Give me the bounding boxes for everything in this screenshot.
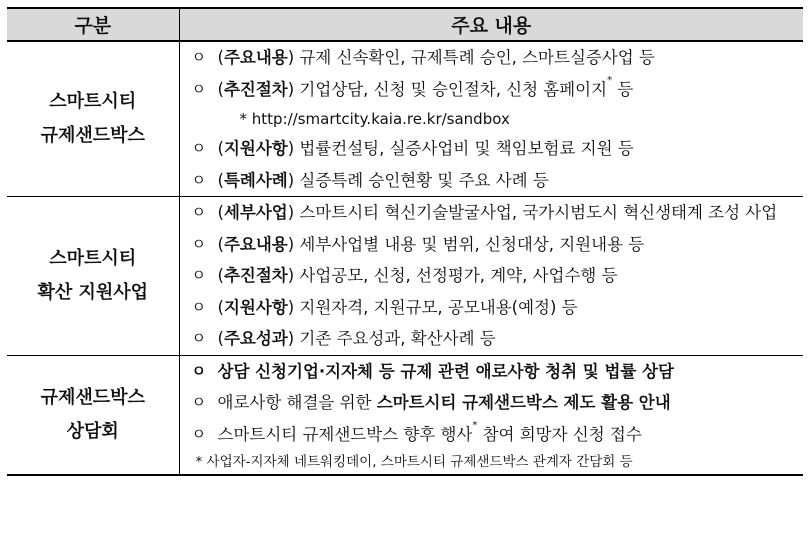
paren: (: [217, 79, 224, 99]
paren: (: [217, 234, 224, 254]
category-cell: [7, 355, 179, 475]
paren: ): [287, 170, 295, 190]
paren: ): [287, 139, 295, 158]
item-key: 세부사업: [223, 203, 288, 222]
paren: ): [287, 266, 295, 285]
item-key: 특례사례: [223, 170, 288, 190]
list-item: [180, 292, 804, 324]
list-item: [180, 42, 804, 74]
item-key: 주요내용: [223, 48, 288, 67]
row-smartcity-sandbox: [7, 41, 803, 197]
bullet-icon: ㅇ: [191, 139, 206, 157]
paren: ): [287, 79, 295, 99]
footnote: * 사업자-지자체 네트워킹데이, 스마트시티 규제샌드박스 관계자 간담회 등: [195, 454, 633, 470]
bullet-icon: ㅇ: [191, 297, 206, 316]
header-content: 주요 내용: [179, 8, 803, 41]
list-item: [180, 197, 804, 229]
list-item: [180, 419, 804, 451]
header-category: 구분: [7, 8, 179, 41]
item-text: 상담 신청기업·지자체 등 규제 관련 애로사항 청취 및 법률 상담: [217, 361, 674, 381]
item-text: 규제 신속확인, 규제특례 승인, 스마트실증사업 등: [294, 48, 655, 67]
list-item: [180, 323, 804, 355]
bullet-icon: ㅇ: [191, 79, 206, 98]
item-text: 세부사업별 내용 및 범위, 신청대상, 지원내용 등: [294, 234, 645, 254]
content-cell: [179, 197, 803, 356]
footnote-mark: *: [607, 74, 613, 86]
bullet-icon: ㅇ: [191, 393, 206, 411]
list-item: [180, 356, 804, 388]
category-line: 스마트시티: [49, 247, 137, 269]
list-item: [180, 74, 804, 106]
bullet-icon: ㅇ: [191, 266, 206, 284]
item-text-bold: 스마트시티 규제샌드박스 제도 활용 안내: [376, 393, 671, 412]
item-text: 애로사항 해결을 위한: [217, 393, 377, 412]
list-item: [180, 387, 804, 419]
item-key: 추진절차: [223, 79, 288, 99]
item-text: 기존 주요성과, 확산사례 등: [294, 329, 496, 348]
list-item: [180, 229, 804, 261]
item-key: 추진절차: [223, 266, 288, 285]
paren: (: [217, 297, 224, 317]
paren: (: [217, 170, 224, 190]
category-cell: [7, 197, 179, 356]
category-line: 상담회: [66, 420, 119, 442]
item-key: 주요내용: [223, 234, 288, 254]
footnote-url: * http://smartcity.kaia.re.kr/sandbox: [239, 110, 510, 128]
row-smartcity-expansion: [7, 197, 803, 356]
paren: ): [287, 203, 295, 222]
info-table: [7, 7, 803, 476]
header-row: [7, 8, 803, 41]
item-text: 사업공모, 신청, 선정평가, 계약, 사업수행 등: [294, 266, 618, 285]
paren: (: [217, 266, 224, 285]
item-key: 지원사항: [223, 297, 288, 317]
item-key: 지원사항: [223, 139, 288, 158]
item-text: 실증특례 승인현황 및 주요 사례 등: [294, 170, 549, 190]
bullet-icon: ㅇ: [191, 170, 206, 189]
category-line: 규제샌드박스: [40, 386, 145, 408]
row-sandbox-consultation: [7, 355, 803, 475]
content-cell: [179, 355, 803, 475]
item-text: 기업상담, 신청 및 승인절차, 신청 홈페이지: [294, 79, 608, 99]
item-text: 스마트시티 혁신기술발굴사업, 국가시범도시 혁신생태계 조성 사업: [294, 203, 778, 222]
item-text: 법률컨설팅, 실증사업비 및 책임보험료 지원 등: [294, 139, 634, 158]
category-cell: [7, 41, 179, 197]
item-text-tail: 참여 희망자 신청 접수: [477, 424, 642, 444]
item-text: 스마트시티 규제샌드박스 향후 행사: [217, 424, 473, 444]
paren: (: [217, 203, 224, 222]
category-line: 규제샌드박스: [40, 125, 145, 146]
paren: (: [217, 329, 224, 348]
bullet-icon: ㅇ: [191, 361, 206, 380]
category-line: 확산 지원사업: [37, 281, 149, 303]
paren: (: [217, 48, 224, 67]
footnote-mark: *: [472, 419, 478, 431]
bullet-icon: ㅇ: [191, 203, 206, 221]
paren: ): [287, 48, 295, 67]
paren: ): [287, 234, 295, 254]
bullet-icon: ㅇ: [191, 234, 206, 253]
item-key: 주요성과: [223, 329, 288, 348]
list-item: [180, 165, 804, 197]
paren: ): [287, 297, 295, 317]
list-item: [180, 260, 804, 292]
bullet-icon: ㅇ: [191, 48, 206, 66]
list-item: [180, 133, 804, 165]
item-text-tail: 등: [612, 79, 634, 99]
bullet-icon: ㅇ: [191, 424, 206, 443]
bullet-icon: ㅇ: [191, 329, 206, 347]
content-cell: [179, 41, 803, 197]
category-line: 스마트시티: [49, 91, 137, 112]
item-text: 지원자격, 지원규모, 공모내용(예정) 등: [294, 297, 578, 317]
paren: ): [287, 329, 295, 348]
paren: (: [217, 139, 224, 158]
